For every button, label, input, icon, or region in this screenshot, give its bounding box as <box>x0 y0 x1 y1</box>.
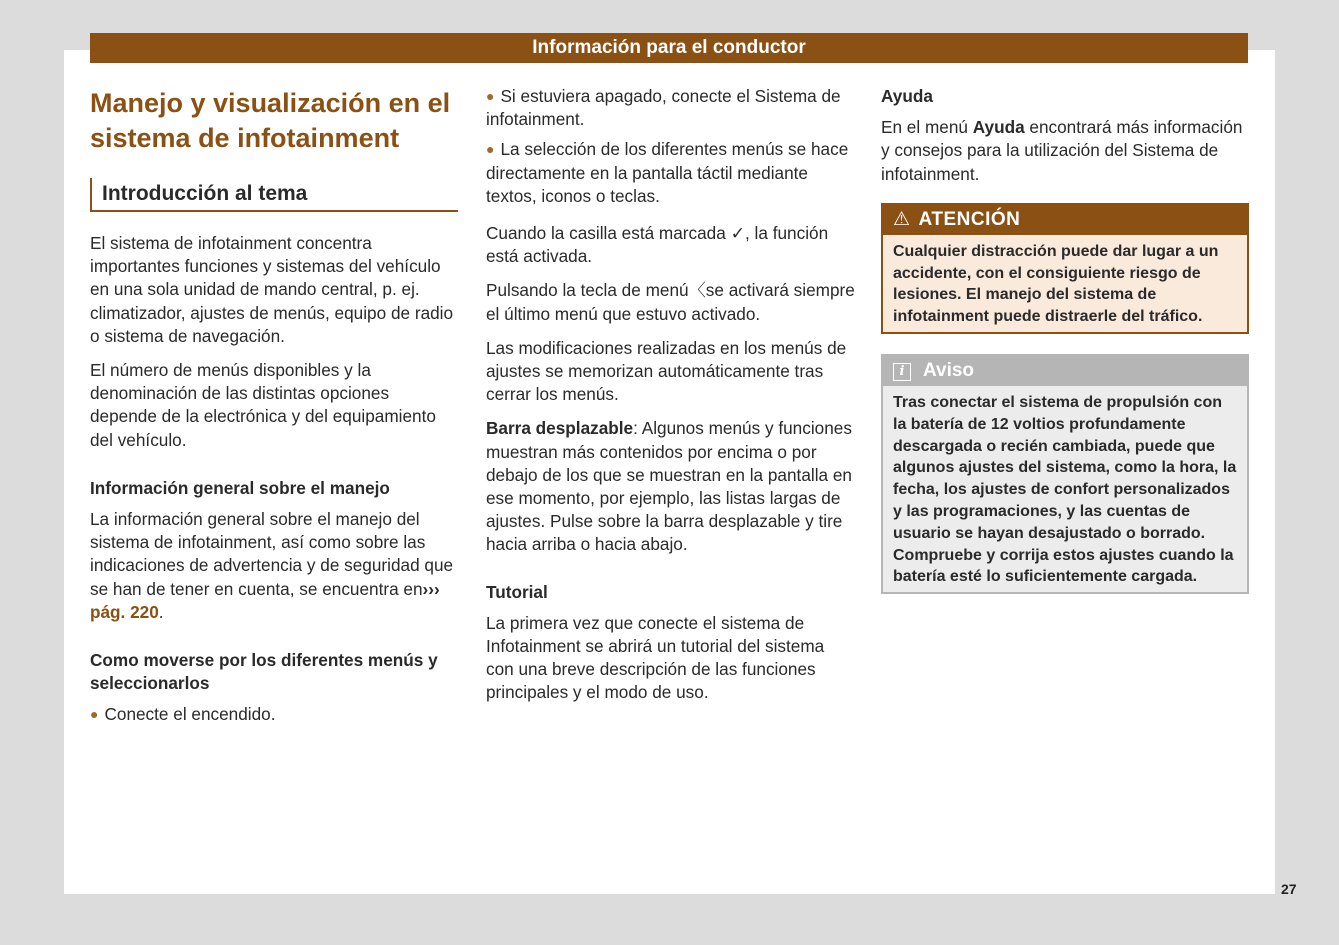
period: . <box>158 601 164 622</box>
checkbox-paragraph <box>486 222 856 268</box>
general-info-text: La información general sobre el manejo del sistema de infotainment, así como sobre las indicaciones de advertencia y de seguridad que se han de tener en cuenta, se encuentra en <box>90 509 454 599</box>
page-title: Manejo y visualización en el sistema de infotainment <box>90 88 451 153</box>
warning-box <box>881 203 1249 334</box>
warning-triangle-icon: ⚠ <box>893 208 911 230</box>
menu-back-icon: 〈 <box>688 280 706 301</box>
scrollbar-text: : Algunos menús y funciones muestran más contenidos por encima o por debajo de los que se muestran en la pantalla en ese momento, por ejemplo, las listas largas de ajustes. Pulse sobre la barra desplazable y tire hacia arriba o hacia abajo. <box>486 418 852 555</box>
bullet-text: Si estuviera apagado, conecte el Sistema de infotainment. <box>486 86 841 130</box>
note-title: Aviso <box>923 360 975 381</box>
bullet-text: La selección de los diferentes menús se hace directamente en la pantalla táctil mediante textos, iconos o teclas. <box>486 139 849 206</box>
checkbox-text-b: , la función está activada. <box>486 223 829 267</box>
bullet-text: Conecte el encendido. <box>104 704 276 725</box>
page-reference-link[interactable]: pág. 220 <box>90 601 159 622</box>
page-number: 27 <box>1281 881 1297 897</box>
warning-text: Cualquier distracción puede dar lugar a un accidente, con el consiguiente riesgo de lesiones. El manejo del sistema de infotainment puede distraerle del tráfico. <box>893 242 1219 326</box>
general-info-paragraph <box>90 508 458 624</box>
note-header <box>883 356 1247 386</box>
info-icon: i <box>893 363 911 381</box>
bullet-item <box>486 138 856 208</box>
note-box <box>881 354 1249 594</box>
subheading-help: Ayuda <box>881 86 933 106</box>
subheading-tutorial: Tutorial <box>486 581 548 602</box>
intro-paragraph-2: El número de menús disponibles y la denominación de las distintas opciones depende de la electrónica y del equipamiento del vehículo. <box>90 360 436 450</box>
column-3 <box>881 85 1249 594</box>
scrollbar-paragraph <box>486 417 856 556</box>
intro-paragraph-1: El sistema de infotainment concentra importantes funciones y sistemas del vehículo en una sola unidad de mando central, p. ej. climatizador, ajustes de menús, equipo de radio o sistema de navegación. <box>90 233 454 346</box>
checkbox-text-a: Cuando la casilla está marcada <box>486 223 726 244</box>
help-text-b: encontrará más información y consejos para la utilización del Sistema de infotainment. <box>881 117 1243 184</box>
scrollbar-term: Barra desplazable <box>486 418 634 439</box>
settings-paragraph: Las modificaciones realizadas en los menús de ajustes se memorizan automáticamente tras cerrar los menús. <box>486 337 847 405</box>
warning-header <box>883 205 1247 235</box>
help-text-a: En el menú <box>881 117 968 138</box>
subheading-general-info: Información general sobre el manejo <box>90 477 390 498</box>
menu-key-paragraph <box>486 279 856 325</box>
reference-arrows-icon: ››› <box>422 578 440 599</box>
bullet-dot-icon: ● <box>486 88 495 104</box>
tutorial-paragraph: La primera vez que conecte el sistema de Infotainment se abrirá un tutorial del sistema con una breve descripción de las funciones principales y el modo de uso. <box>486 612 825 703</box>
menu-key-text-a: Pulsando la tecla de menú <box>486 280 689 301</box>
checkmark-icon: ✓ <box>730 223 745 244</box>
section-title: Introducción al tema <box>90 178 458 212</box>
help-paragraph <box>881 116 1249 186</box>
bullet-dot-icon: ● <box>90 706 99 723</box>
header-bar: Información para el conductor <box>90 33 1248 63</box>
menu-key-text-b: se activará siempre el último menú que estuvo activado. <box>486 280 855 324</box>
help-term: Ayuda <box>972 117 1025 138</box>
warning-title: ATENCIÓN <box>918 208 1021 230</box>
column-1 <box>90 85 458 734</box>
column-2 <box>486 85 856 716</box>
note-text: Tras conectar el sistema de propulsión con la batería de 12 voltios profundamente descargada o recién cambiada, puede que algunos ajustes del sistema, como la hora, la fecha, los ajustes de confort personalizados y las programaciones, y las cuentas de usuario se hayan desajustado o borrado. Compruebe y corrija estos ajustes cuando la batería esté lo suficientemente cargada. <box>893 394 1237 586</box>
bullet-item <box>486 85 856 131</box>
bullet-dot-icon: ● <box>486 141 495 158</box>
bullet-item <box>90 703 458 726</box>
subheading-menus: Como moverse por los diferentes menús y seleccionarlos <box>90 650 438 694</box>
